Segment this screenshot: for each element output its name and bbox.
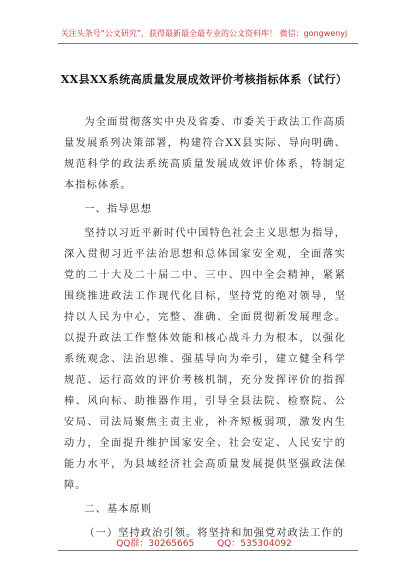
header-divider bbox=[58, 43, 358, 44]
footer-divider bbox=[58, 550, 358, 551]
footer-qq-group: QQ群：30265665 bbox=[116, 539, 195, 549]
document-body bbox=[64, 112, 346, 544]
section-heading-basic-principles: 二、基本原则 bbox=[84, 504, 153, 515]
document-title: XX县XX系统高质量发展成效评价考核指标体系（试行） bbox=[60, 73, 348, 86]
principle-item-1: （一）坚持政治引领。将坚持和加强党对政法工作的 bbox=[84, 528, 345, 539]
section-heading-guiding-ideology: 一、指导思想 bbox=[84, 204, 153, 215]
intro-paragraph: 为全面贯彻落实中央及省委、市委关于政法工作高质量发展系列决策部署，构建符合XX县实际、导向明确、规范科学的政法系统高质量发展成效评价体系，特制定本指标体系。 bbox=[64, 117, 346, 191]
header-notice: 关注头条号“公文研究”，获得最新最全最专业的公文资料库！ 微信：gongwenyj bbox=[60, 29, 348, 38]
footer-contacts bbox=[0, 536, 408, 549]
guiding-ideology-paragraph: 坚持以习近平新时代中国特色社会主义思想为指导，深入贯彻习近平法治思想和总体国家安全观，全面落实党的二十大及二十届二中、三中、四中全会精神，紧紧围绕推进政法工作现代化目标，坚持党的绝对领导，坚持以人民为中心，完整、准确、全面贯彻新发展理念。以提升政法工作整体效能和核心战斗力为根本，以强化系统观念、法治思维、强基导向为牵引，建立健全科学规范、运行高效的评价考核机制，充分发挥评价的指挥棒、风向标、助推器作用，引导全县法院、检察院、公安局、司法局聚焦主责主业，补齐短板弱项，激发内生动力，全面提升维护国家安全、社会安定、人民安宁的能力水平，为县域经济社会高质量发展提供坚强政法保障。 bbox=[64, 228, 346, 491]
footer-qq: QQ：535304092 bbox=[217, 539, 292, 549]
